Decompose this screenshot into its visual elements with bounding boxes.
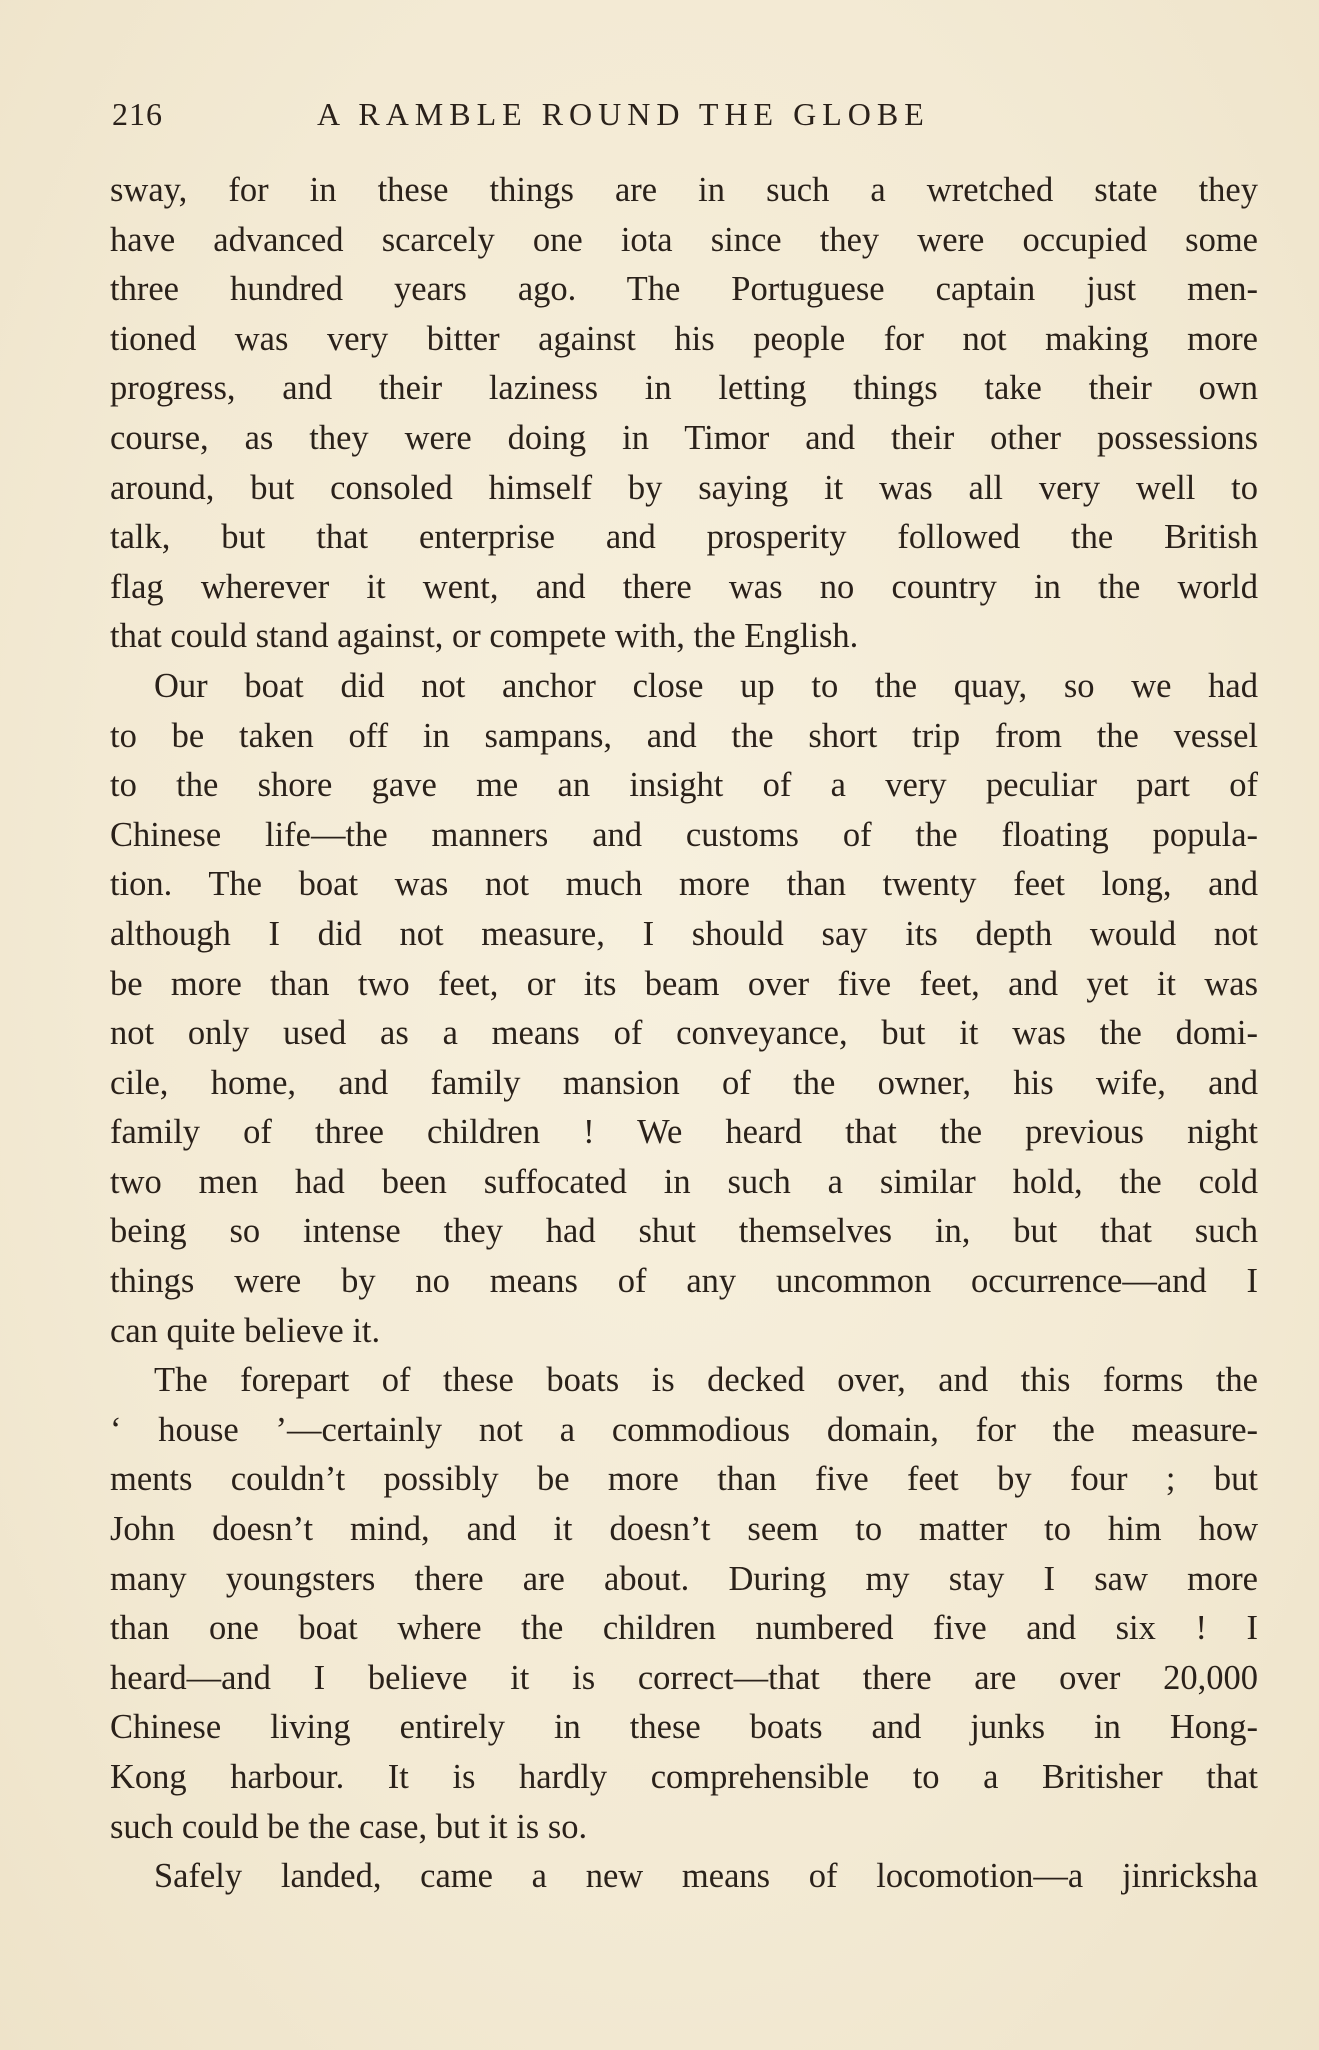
text-line: tion. The boat was not much more than twenty feet long, and	[110, 865, 1258, 904]
text-line: not only used as a means of conveyance, but it was the domi-	[110, 1014, 1258, 1053]
paragraph-first-line: Safely landed, came a new means of locomotion—a jinricksha	[154, 1857, 1258, 1896]
text-line: course, as they were doing in Timor and their other possessions	[110, 418, 1258, 457]
paragraph-last-line: such could be the case, but it is so.	[110, 1807, 588, 1846]
text-line: things were by no means of any uncommon occurrence—and I	[110, 1262, 1258, 1301]
text-line: Chinese life—the manners and customs of the floating popula-	[110, 815, 1258, 854]
text-line: around, but consoled himself by saying it was all very well to	[110, 468, 1258, 507]
text-line: three hundred years ago. The Portuguese captain just men-	[110, 270, 1258, 309]
paragraph-last-line: can quite believe it.	[110, 1311, 381, 1350]
text-line: have advanced scarcely one iota since they were occupied some	[110, 220, 1258, 259]
text-line: heard—and I believe it is correct—that there are over 20,000	[110, 1658, 1258, 1697]
paragraph-first-line: The forepart of these boats is decked over, and this forms the	[154, 1361, 1258, 1400]
page-number: 216	[112, 96, 163, 132]
text-line: ‘ house ’—certainly not a commodious domain, for the measure-	[110, 1410, 1258, 1449]
page-header	[112, 96, 1257, 146]
text-line: family of three children ! We heard that the previous night	[110, 1113, 1258, 1152]
text-line: two men had been suffocated in such a similar hold, the cold	[110, 1162, 1258, 1201]
text-line: flag wherever it went, and there was no country in the world	[110, 567, 1258, 606]
text-line: being so intense they had shut themselves in, but that such	[110, 1212, 1258, 1251]
text-line: although I did not measure, I should say its depth would not	[110, 914, 1258, 953]
paragraph-last-line: that could stand against, or compete with, the English.	[110, 617, 859, 656]
text-line: talk, but that enterprise and prosperity followed the British	[110, 518, 1258, 557]
text-line: to be taken off in sampans, and the short trip from the vessel	[110, 716, 1258, 755]
text-line: John doesn’t mind, and it doesn’t seem to matter to him how	[110, 1510, 1258, 1549]
running-head: A RAMBLE ROUND THE GLOBE	[317, 96, 930, 132]
body-text	[110, 166, 1258, 1902]
text-line: be more than two feet, or its beam over five feet, and yet it was	[110, 964, 1258, 1003]
text-line: sway, for in these things are in such a wretched state they	[110, 171, 1258, 209]
text-line: tioned was very bitter against his people for not making more	[110, 319, 1258, 358]
text-line: progress, and their laziness in letting things take their own	[110, 369, 1258, 408]
text-line: Kong harbour. It is hardly comprehensible to a Britisher that	[110, 1758, 1258, 1796]
text-line: cile, home, and family mansion of the owner, his wife, and	[110, 1063, 1258, 1102]
text-line: to the shore gave me an insight of a very peculiar part of	[110, 766, 1258, 805]
text-line: Chinese living entirely in these boats and junks in Hong-	[110, 1708, 1258, 1747]
text-line: ments couldn’t possibly be more than five feet by four ; but	[110, 1460, 1258, 1499]
text-line: many youngsters there are about. During my stay I saw more	[110, 1559, 1258, 1598]
paragraph-first-line: Our boat did not anchor close up to the quay, so we had	[154, 666, 1258, 705]
text-line: than one boat where the children numbered five and six ! I	[110, 1609, 1258, 1648]
